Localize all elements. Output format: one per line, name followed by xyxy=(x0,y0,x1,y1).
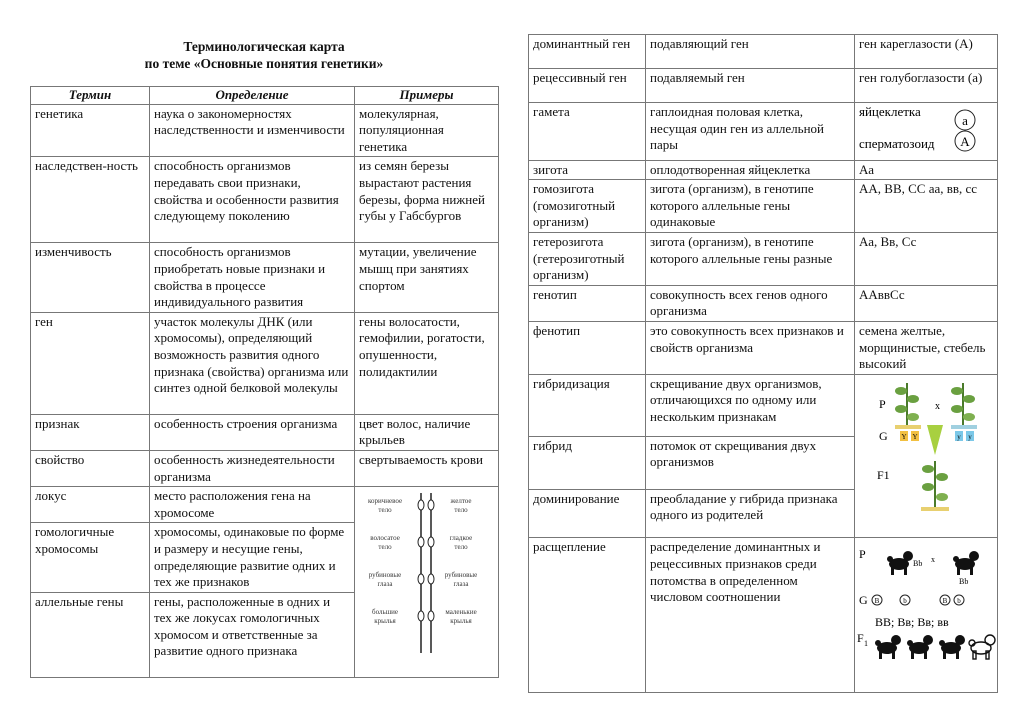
pea-cross-figure-cell xyxy=(855,374,998,538)
dog-parent-right-genotype: Вb xyxy=(959,577,969,587)
dog-parent-left-genotype: Вb xyxy=(913,559,923,569)
definition-cell: подавляемый ген xyxy=(646,69,855,103)
term-cell: наследствен-ность xyxy=(31,157,150,243)
table-row xyxy=(31,157,499,243)
example-cell: ген кареглазости (А) xyxy=(855,35,998,69)
example-cell: мутации, увеличение мышц при занятиях спортом xyxy=(355,243,499,312)
pea-plant-right-icon xyxy=(951,383,977,429)
locus-mark-icon xyxy=(428,574,434,584)
term-cell: гетерозигота (гетерозиготный организм) xyxy=(529,232,646,285)
term-cell: генотип xyxy=(529,285,646,321)
locus-mark-icon xyxy=(418,611,424,621)
definition-cell: совокупность всех генов одного организма xyxy=(646,285,855,321)
dog-gamete-4: b xyxy=(957,597,961,606)
locus-label-left-1a: коричневое xyxy=(367,497,403,506)
locus-label-left-3b: глаза xyxy=(377,580,393,589)
table-row xyxy=(31,487,499,523)
locus-label-right-4b: крылья xyxy=(450,617,472,626)
locus-label-left-1b: тело xyxy=(378,506,392,515)
locus-label-left-3a: рубиновые xyxy=(368,571,402,580)
table-row xyxy=(529,180,998,233)
term-cell: генетика xyxy=(31,104,150,157)
dog-f1-label: F xyxy=(857,631,864,646)
definition-cell: потомок от скрещивания двух организмов xyxy=(646,436,855,489)
term-cell: изменчивость xyxy=(31,243,150,312)
locus-mark-icon xyxy=(428,611,434,621)
definition-cell: оплодотворенная яйцеклетка xyxy=(646,160,855,180)
locus-label-left-2a: волосатое xyxy=(370,534,400,543)
page-subtitle: по теме «Основные понятия генетики» xyxy=(144,56,384,71)
table-row xyxy=(31,104,499,157)
term-cell: локус xyxy=(31,487,150,523)
term-cell: гибридизация xyxy=(529,374,646,436)
dog-offspring-icon xyxy=(875,635,901,659)
table-row xyxy=(529,538,998,693)
locus-label-right-3a: рубиновые xyxy=(444,571,478,580)
dog-gamete-2: b xyxy=(903,597,907,606)
gamete-example-figure xyxy=(855,103,998,155)
definition-cell: преобладание у гибрида признака одного из родителей xyxy=(646,489,855,538)
definition-cell: наука о закономерностях наследственности и изменчивости xyxy=(150,104,355,157)
pea-gamete-1: Y xyxy=(901,432,907,441)
sperm-label: сперматозоид xyxy=(859,136,935,151)
dog-cross-figure-cell xyxy=(855,538,998,693)
dog-offspring-genotypes: BB; Bв; Bв; вв xyxy=(875,615,949,630)
locus-mark-icon xyxy=(428,537,434,547)
term-cell: гомозигота (гомозиготный организм) xyxy=(529,180,646,233)
term-cell: зигота xyxy=(529,160,646,180)
definition-cell: способность организмов приобретать новые признаки и свойства в процессе индивидуального развития xyxy=(150,243,355,312)
table-row xyxy=(31,312,499,414)
dog-offspring-icon xyxy=(907,635,933,659)
term-cell: доминантный ген xyxy=(529,35,646,69)
definition-cell: место расположения гена на хромосоме xyxy=(150,487,355,523)
dog-cross-figure xyxy=(855,538,998,687)
dog-g-label: G xyxy=(859,593,868,608)
homologous-chromosomes-figure xyxy=(355,487,498,671)
definition-cell: зигота (организм), в генотипе которого аллельные гены разные xyxy=(646,232,855,285)
example-cell: цвет волос, наличие крыльев xyxy=(355,414,499,450)
definition-cell: гены, расположенные в одних и тех же локусах гомологичных хромосом и ответственные за развитие одного признака xyxy=(150,592,355,677)
right-terms-table xyxy=(528,34,998,693)
term-cell: гомологичные хромосомы xyxy=(31,523,150,592)
definition-cell: особенность строения организма xyxy=(150,414,355,450)
example-cell: свертываемость крови xyxy=(355,450,499,486)
example-cell: Аа, Вв, Сс xyxy=(855,232,998,285)
locus-label-right-1b: тело xyxy=(454,506,468,515)
left-terms-table xyxy=(30,86,499,678)
example-cell: ген голубоглазости (а) xyxy=(855,69,998,103)
pea-f1-label: F1 xyxy=(877,467,890,482)
term-cell: ген xyxy=(31,312,150,414)
locus-label-right-2b: тело xyxy=(454,543,468,552)
locus-mark-icon xyxy=(418,574,424,584)
definition-cell: хромосомы, одинаковые по форме и размеру и несущие гены, определяющие развитие одних и тех же признаков xyxy=(150,523,355,592)
header-term: Термин xyxy=(31,87,150,105)
term-cell: гамета xyxy=(529,103,646,161)
definition-cell: зигота (организм), в генотипе которого аллельные гены одинаковые xyxy=(646,180,855,233)
locus-label-right-1a: желтое xyxy=(450,497,472,506)
example-cell: гены волосатости, гемофилии, рогатости, опушенности, полидактилии xyxy=(355,312,499,414)
definition-cell: участок молекулы ДНК (или хромосомы), определяющий возможность развития одного признака (свойства) организма или синтез одной белковой молекулы xyxy=(150,312,355,414)
dog-cross-sign: x xyxy=(931,555,935,565)
term-cell: фенотип xyxy=(529,321,646,374)
term-cell: признак xyxy=(31,414,150,450)
table-row xyxy=(529,103,998,161)
locus-mark-icon xyxy=(418,537,424,547)
locus-mark-icon xyxy=(418,500,424,510)
locus-label-right-3b: глаза xyxy=(453,580,469,589)
locus-mark-icon xyxy=(428,500,434,510)
dog-offspring-icon xyxy=(939,635,965,659)
sperm-gene-label: А xyxy=(960,134,970,149)
locus-label-right-2a: гладкое xyxy=(449,534,473,543)
locus-label-left-2b: тело xyxy=(378,543,392,552)
locus-label-left-4a: большие xyxy=(372,608,398,617)
header-definition: Определение xyxy=(150,87,355,105)
term-cell: доминирование xyxy=(529,489,646,538)
example-cell: из семян березы вырастают растения березы, форма нижней губы у Габсбургов xyxy=(355,157,499,243)
table-row xyxy=(529,35,998,69)
table-row xyxy=(529,285,998,321)
term-cell: расщепление xyxy=(529,538,646,693)
pea-gamete-3: y xyxy=(957,432,961,441)
dog-parent-right-icon xyxy=(953,551,979,575)
egg-cell-label: яйцеклетка xyxy=(859,104,921,119)
definition-cell: распределение доминантных и рецессивных признаков среди потомства в определенном числовом соотношении xyxy=(646,538,855,693)
example-cell: Аа xyxy=(855,160,998,180)
pea-gamete-2: Y xyxy=(912,432,918,441)
example-cell: семена желтые, морщинистые, стебель высокий xyxy=(855,321,998,374)
pea-hybrid-icon xyxy=(921,461,949,511)
gamete-example-cell xyxy=(855,103,998,161)
arrow-down-icon xyxy=(927,425,943,455)
page-title: Терминологическая карта xyxy=(183,39,345,54)
example-cell: АА, ВВ, СС аа, вв, сс xyxy=(855,180,998,233)
dog-gamete-1: В xyxy=(874,597,880,606)
pea-gamete-4: y xyxy=(968,432,972,441)
definition-cell: гаплоидная половая клетка, несущая один ген из аллельной пары xyxy=(646,103,855,161)
example-cell: ААввСс xyxy=(855,285,998,321)
term-cell: рецессивный ген xyxy=(529,69,646,103)
dog-f1-subscript: 1 xyxy=(864,639,868,649)
dog-gamete-3: В xyxy=(942,597,948,606)
table-row xyxy=(529,232,998,285)
pea-cross-sign: x xyxy=(935,400,940,412)
term-cell: свойство xyxy=(31,450,150,486)
example-cell: молекулярная, популяционная генетика xyxy=(355,104,499,157)
egg-gene-label: а xyxy=(962,113,968,128)
term-cell: аллельные гены xyxy=(31,592,150,677)
pea-g-label: G xyxy=(879,428,888,443)
locus-label-left-4b: крылья xyxy=(374,617,396,626)
table-row xyxy=(31,414,499,450)
pea-p-label: P xyxy=(879,396,886,411)
definition-cell: скрещивание двух организмов, отличающихся по одному или нескольким признакам xyxy=(646,374,855,436)
header-examples: Примеры xyxy=(355,87,499,105)
pea-cross-figure xyxy=(855,375,998,533)
table-row xyxy=(529,374,998,436)
term-cell: гибрид xyxy=(529,436,646,489)
table-row xyxy=(529,69,998,103)
definition-cell: способность организмов передавать свои признаки, свойства и особенности развития следующему поколению xyxy=(150,157,355,243)
dog-p-label: P xyxy=(859,547,866,562)
table-row xyxy=(529,321,998,374)
definition-cell: подавляющий ген xyxy=(646,35,855,69)
locus-label-right-4a: маленькие xyxy=(445,608,477,617)
chromosome-figure-cell xyxy=(355,487,499,678)
pea-plant-left-icon xyxy=(895,383,921,429)
table-row xyxy=(529,160,998,180)
dog-parent-left-icon xyxy=(887,551,913,575)
table-row xyxy=(31,450,499,486)
table-row xyxy=(31,243,499,312)
definition-cell: это совокупность всех признаков и свойств организма xyxy=(646,321,855,374)
dog-offspring-recessive-icon xyxy=(969,635,995,659)
definition-cell: особенность жизнедеятельности организма xyxy=(150,450,355,486)
